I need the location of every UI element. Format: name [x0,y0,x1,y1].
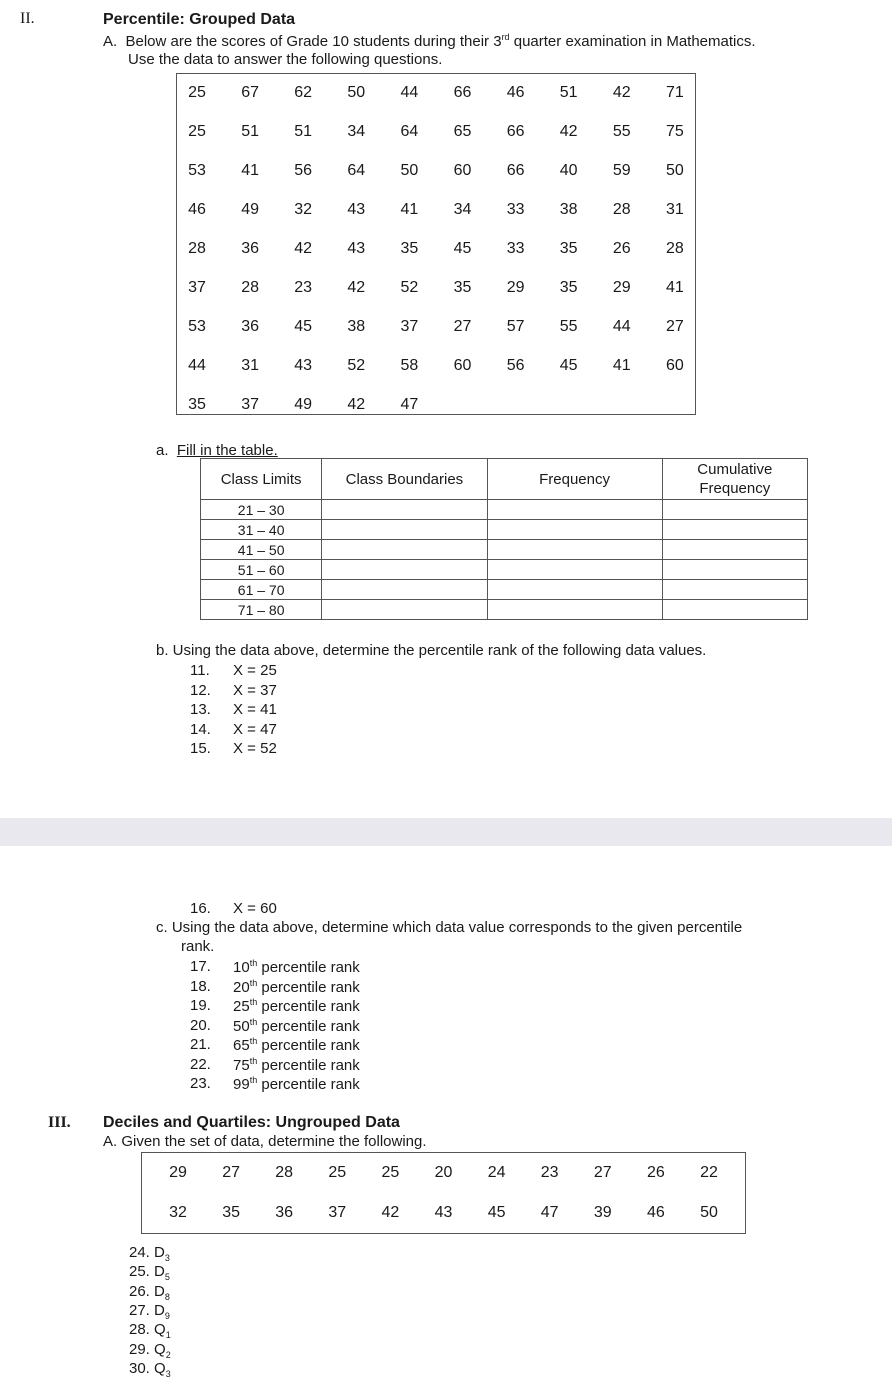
ordinal-value: 25 [233,998,250,1015]
score-cell: 60 [453,162,472,179]
percentile-text: percentile rank [257,978,360,996]
score-cell: 28 [241,279,259,296]
item-text: X = 52 [233,740,277,757]
score-cell: 41 [665,279,684,296]
frequency-cell [487,560,662,580]
percentile-item [233,997,360,1015]
score-cell: 64 [347,162,366,179]
score-cell: 28 [665,240,684,257]
data-cell: 29 [169,1164,187,1181]
question-subscript: 2 [165,1349,171,1360]
table-header-row [201,459,808,500]
percentile-text: percentile rank [257,998,360,1015]
score-cell: 66 [506,162,525,179]
question-item [129,1283,170,1302]
part-a-instruction [103,32,756,50]
question-number: 25. [129,1263,155,1281]
score-cell: 55 [612,123,631,140]
score-cell: 28 [188,240,206,257]
score-cell: 36 [241,318,259,335]
data-cell: 25 [381,1164,400,1181]
score-cell: 59 [612,162,631,179]
header-class-limits: Class Limits [201,459,322,500]
item-text: X = 47 [233,720,277,738]
ordinal-value: 20 [233,978,250,996]
score-cell: 46 [506,84,525,101]
score-cell: 25 [188,84,206,101]
question-letter: Q [154,1321,166,1339]
score-cell: 41 [241,162,259,179]
score-cell: 71 [665,84,684,101]
score-cell: 49 [241,201,259,218]
question-number: 24. [129,1244,155,1261]
data-cell: 37 [328,1204,347,1221]
item-number: 19. [190,997,211,1014]
part-c-instruction-2: rank. [181,938,215,955]
section3-title: Deciles and Quartiles: Ungrouped Data [103,1114,400,1131]
part-b-instruction: b. Using the data above, determine the percentile rank of the following data values. [156,642,707,659]
question-subscript: 1 [165,1330,171,1341]
ordinal-value: 50 [233,1017,250,1035]
score-cell: 33 [506,201,525,218]
percentile-text: percentile rank [257,1037,360,1054]
percentile-item [233,1017,360,1035]
score-cell: 37 [400,318,419,335]
cumulative-frequency-cell [662,580,807,600]
class-boundary-cell [322,540,487,560]
score-cell: 52 [400,279,419,296]
class-limit-cell: 31 – 40 [201,520,322,540]
part-a-sub-instruction: a. Fill in the table. [156,442,278,459]
worksheet-page-2 [0,846,892,1399]
item-16-number: 16. [190,900,211,917]
percentile-item [233,1036,360,1054]
header-cumulative-frequency: Cumulative Frequency [662,459,807,500]
item-number: 11. [190,662,210,679]
section-title: Percentile: Grouped Data [103,11,296,28]
score-cell: 35 [188,396,206,413]
question-subscript: 3 [164,1253,170,1263]
item-text: X = 25 [233,662,277,679]
table-row [201,540,808,560]
percentile-item [233,978,360,996]
data-cell: 43 [434,1204,453,1221]
question-item [129,1244,170,1263]
fill-table-text: Fill in the table. [176,442,278,459]
score-cell: 38 [347,318,366,335]
question-number: 29. [129,1340,155,1358]
class-limit-cell: 51 – 60 [201,560,322,580]
score-cell: 75 [665,123,684,140]
score-cell: 56 [294,162,313,179]
class-limit-cell: 71 – 80 [201,600,322,620]
question-subscript: 8 [164,1291,170,1302]
item-text: X = 37 [233,681,277,699]
question-item [129,1321,171,1340]
question-letter: D [154,1301,165,1319]
item-number: 18. [190,977,211,995]
ordinal-suffix: th [249,1075,258,1085]
question-subscript: 3 [165,1368,171,1379]
question-letter: D [154,1244,165,1261]
score-cell: 42 [559,123,578,140]
class-boundary-cell [322,600,487,620]
score-cell: 51 [559,84,578,101]
data-cell: 32 [169,1204,187,1221]
percentile-item [233,1056,360,1074]
question-letter: Q [154,1359,166,1377]
class-limit-cell: 41 – 50 [201,540,322,560]
frequency-table [200,458,808,620]
score-cell: 44 [612,318,631,335]
data-cell: 28 [275,1164,294,1181]
class-boundary-cell [322,520,487,540]
ordinal-value: 10 [233,959,250,976]
item-number: 14. [190,720,211,738]
data-cell: 27 [593,1164,612,1181]
score-cell: 41 [612,357,631,374]
score-cell: 35 [559,240,578,257]
score-cell: 50 [347,84,366,101]
percentile-text: percentile rank [257,959,360,976]
question-number: 26. [129,1282,155,1300]
score-cell: 58 [400,357,419,374]
question-item [129,1341,171,1360]
score-cell: 35 [400,240,419,257]
header-frequency: Frequency [487,459,662,500]
score-cell: 50 [400,162,419,179]
item-number: 20. [190,1016,211,1034]
score-cell: 65 [453,123,472,140]
question-subscript: 5 [164,1272,170,1283]
score-cell: 43 [294,357,313,374]
question-number: 28. [129,1321,155,1339]
class-boundary-cell [322,560,487,580]
score-cell: 36 [241,240,259,257]
data-cell: 26 [646,1164,665,1181]
score-cell: 31 [241,357,259,374]
score-cell: 34 [347,123,366,140]
score-cell: 35 [559,279,578,296]
score-cell: 33 [506,240,525,257]
score-cell: 42 [347,279,366,296]
percentile-item [233,1075,360,1093]
score-cell: 37 [241,396,259,413]
score-cell: 55 [559,318,578,335]
score-cell: 37 [188,279,206,296]
frequency-cell [487,540,662,560]
score-cell: 44 [400,84,419,101]
score-cell: 46 [188,201,206,218]
question-number: 30. [129,1359,155,1377]
score-cell: 51 [294,123,313,140]
frequency-cell [487,580,662,600]
percentile-item [233,958,360,976]
score-cell: 42 [347,396,366,413]
score-cell: 27 [665,318,684,335]
question-item [129,1263,170,1282]
table-row [201,580,808,600]
item-text: X = 41 [233,701,277,718]
class-boundary-cell [322,580,487,600]
score-cell: 27 [453,318,472,335]
data-cell: 45 [487,1204,506,1221]
score-cell: 52 [347,357,366,374]
class-limit-cell: 61 – 70 [201,580,322,600]
item-number: 21. [190,1036,211,1053]
header-class-boundaries: Class Boundaries [322,459,487,500]
class-limit-cell: 21 – 30 [201,500,322,520]
data-cell: 50 [700,1204,718,1221]
ordinal-value: 75 [233,1056,250,1074]
score-cell: 23 [294,279,313,296]
cumulative-frequency-cell [662,500,807,520]
score-cell: 34 [453,201,472,218]
score-cell: 57 [506,318,525,335]
ordinal-suffix: th [249,958,258,968]
table-row [201,500,808,520]
frequency-cell [487,520,662,540]
ordinal-value: 99 [233,1076,250,1093]
data-cell: 25 [328,1164,347,1181]
question-letter: D [154,1282,165,1300]
score-cell: 49 [294,396,313,413]
part-c-instruction: c. Using the data above, determine which data value corresponds to the given percentile [156,919,743,936]
question-subscript: 9 [164,1310,170,1321]
score-cell: 42 [612,84,631,101]
score-cell: 62 [294,84,313,101]
score-cell: 43 [347,240,366,257]
data-cell: 27 [222,1164,240,1181]
part-a-instruction-2: Use the data to answer the following questions. [128,51,443,68]
ordinal-value: 65 [233,1037,250,1054]
ordinal-suffix: th [249,1036,258,1046]
part-a-text-1: A. Below are the scores of Grade 10 students during their 3rd quarter examination in Mathematics. [103,32,756,50]
score-cell: 41 [400,201,419,218]
cumulative-frequency-cell [662,540,807,560]
score-cell: 60 [665,357,684,374]
score-cell: 47 [400,396,419,413]
score-cell: 60 [453,357,472,374]
score-cell: 31 [665,201,684,218]
data-cell: 20 [434,1164,453,1181]
score-cell: 67 [241,84,259,101]
table-row [201,560,808,580]
percentile-text: percentile rank [257,1076,360,1093]
question-number: 27. [129,1301,155,1319]
question-item [129,1360,171,1379]
data-cell: 22 [700,1164,718,1181]
percentile-text: percentile rank [257,1056,360,1074]
question-letter: Q [154,1340,166,1358]
score-cell: 38 [559,201,578,218]
score-cell: 45 [559,357,578,374]
score-cell: 32 [294,201,313,218]
item-16-text: X = 60 [233,900,277,917]
score-cell: 45 [294,318,313,335]
item-number: 13. [190,701,211,718]
data-cell: 23 [540,1164,559,1181]
item-number: 15. [190,740,211,757]
page-gap [0,818,892,846]
score-cell: 66 [453,84,472,101]
item-number: 23. [190,1075,211,1092]
score-cell: 64 [400,123,419,140]
data-cell: 46 [646,1204,665,1221]
score-cell: 29 [612,279,631,296]
table-row [201,520,808,540]
cumulative-frequency-cell [662,560,807,580]
score-cell: 28 [612,201,631,218]
score-cell: 40 [559,162,578,179]
score-cell: 50 [665,162,684,179]
ordinal-suffix: th [249,1016,258,1027]
data-cell: 39 [593,1204,612,1221]
frequency-cell [487,600,662,620]
frequency-cell [487,500,662,520]
ordinal-suffix: th [249,977,258,988]
score-cell: 56 [506,357,525,374]
cumulative-frequency-cell [662,520,807,540]
score-cell: 25 [188,123,206,140]
data-cell: 24 [487,1164,506,1181]
data-cell: 47 [540,1204,559,1221]
score-cell: 35 [453,279,472,296]
ordinal-suffix: th [249,997,258,1007]
cumulative-frequency-cell [662,600,807,620]
class-boundary-cell [322,500,487,520]
percentile-text: percentile rank [257,1017,360,1035]
question-item [129,1302,170,1321]
score-cell: 42 [294,240,313,257]
score-cell: 53 [188,318,206,335]
item-number: 12. [190,681,211,699]
section3-instruction: A. Given the set of data, determine the following. [103,1133,427,1150]
section3-numeral: III. [48,1114,71,1131]
ordinal-suffix: th [249,1055,258,1066]
score-cell: 26 [612,240,631,257]
table-row [201,600,808,620]
item-number: 22. [190,1055,211,1073]
question-letter: D [154,1263,165,1281]
score-cell: 51 [241,123,259,140]
score-cell: 53 [188,162,206,179]
score-cell: 29 [506,279,525,296]
data-cell: 35 [222,1204,240,1221]
item-number: 17. [190,958,211,975]
score-cell: 66 [506,123,525,140]
score-cell: 44 [188,357,206,374]
data-cell: 42 [381,1204,400,1221]
score-cell: 43 [347,201,366,218]
data-cell: 36 [275,1204,294,1221]
score-cell: 45 [453,240,472,257]
section-numeral: II. [20,10,35,27]
